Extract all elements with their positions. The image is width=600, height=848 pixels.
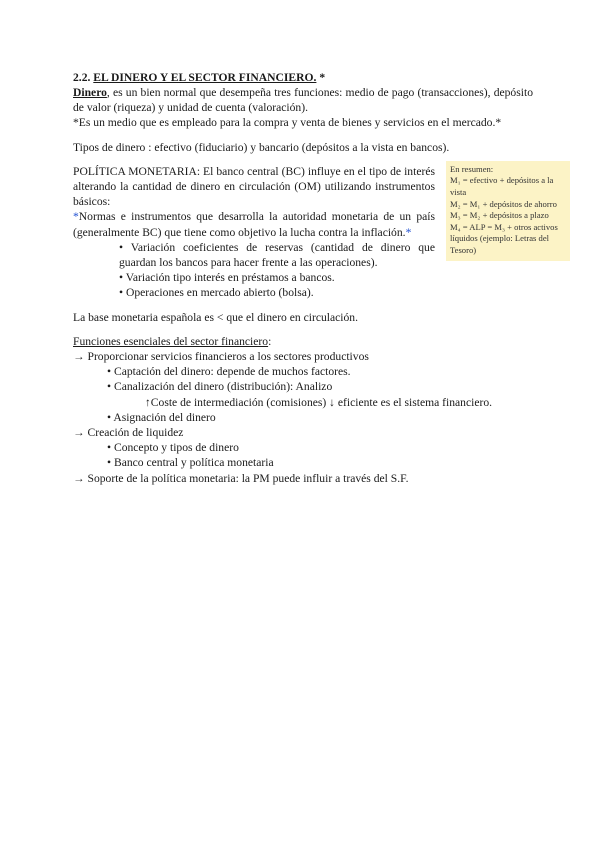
money-definition bbox=[73, 85, 533, 115]
functions-title-text: Funciones esenciales del sector financiero bbox=[73, 334, 269, 348]
star-close: * bbox=[405, 225, 412, 239]
summary-line: M₃ = M₂ + depósitos a plazo bbox=[450, 210, 549, 221]
summary-line: M₁ = efectivo + depósitos a la vista bbox=[450, 175, 554, 197]
policy-paragraph: POLÍTICA MONETARIA: El banco central (BC) influye en el tipo de interés alterando la cantidad de dinero en circulación (OM) utilizando instrumentos básicos: bbox=[73, 164, 435, 209]
section-title: EL DINERO Y EL SECTOR FINANCIERO. bbox=[93, 71, 317, 84]
money-term: Dinero bbox=[73, 86, 107, 99]
monetary-base-note: La base monetaria española es < que el dinero en circulación. bbox=[73, 310, 358, 324]
money-note: *Es un medio que es empleado para la compra y venta de bienes y servicios en el mercado.* bbox=[73, 116, 502, 130]
section-mark: * bbox=[319, 71, 326, 84]
function-detail: ↑Coste de intermediación (comisiones) ↓ eficiente es el sistema financiero. bbox=[145, 395, 493, 409]
summary-line: M₄ = ALP = M₃ + otros activos líquidos (ejemplo: Letras del Tesoro) bbox=[450, 221, 558, 255]
function-subitem: • Asignación del dinero bbox=[107, 410, 216, 424]
function-subitem: • Banco central y política monetaria bbox=[107, 456, 274, 470]
functions-title: Funciones esenciales del sector financiero: bbox=[73, 334, 272, 348]
monetary-policy-section bbox=[73, 163, 558, 301]
function-item: → Soporte de la política monetaria: la PM puede influir a través del S.F. bbox=[73, 471, 409, 485]
money-definition-text: , es un bien normal que desempeña tres funciones: medio de pago (transacciones), depósito de valor (riqueza) y unidad de cuenta (valoración). bbox=[73, 86, 533, 115]
function-item: → Proporcionar servicios financieros a los sectores productivos bbox=[73, 350, 369, 364]
star-open: * bbox=[73, 210, 79, 224]
function-subitem: • Captación del dinero: depende de muchos factores. bbox=[107, 365, 351, 379]
section-heading bbox=[73, 70, 533, 85]
policy-norms bbox=[73, 209, 435, 239]
function-item: → Creación de liquidez bbox=[73, 426, 184, 440]
function-subitem: • Concepto y tipos de dinero bbox=[107, 441, 239, 455]
instrument-list bbox=[73, 240, 435, 301]
instrument-item: • Operaciones en mercado abierto (bolsa). bbox=[119, 286, 314, 300]
policy-norms-text: Normas e instrumentos que desarrolla la autoridad monetaria de un país (generalmente BC) que tiene como objetivo la lucha contra la inflación. bbox=[73, 210, 435, 239]
summary-line: M₂ = M₁ + depósitos de ahorro bbox=[450, 198, 557, 209]
functions-list bbox=[73, 349, 533, 486]
instrument-item: • Variación tipo interés en préstamos a bancos. bbox=[119, 271, 335, 285]
summary-title: En resumen: bbox=[450, 163, 494, 174]
summary-box bbox=[446, 161, 570, 261]
document-page bbox=[73, 70, 558, 486]
section-number: 2.2. bbox=[73, 71, 91, 84]
money-types: Tipos de dinero : efectivo (fiduciario) y bancario (depósitos a la vista en bancos). bbox=[73, 140, 450, 154]
function-subitem: • Canalización del dinero (distribución): Analizo bbox=[107, 380, 333, 394]
instrument-item: • Variación coeficientes de reservas (cantidad de dinero que guardan los bancos para hacer frente a las operaciones). bbox=[119, 240, 435, 270]
